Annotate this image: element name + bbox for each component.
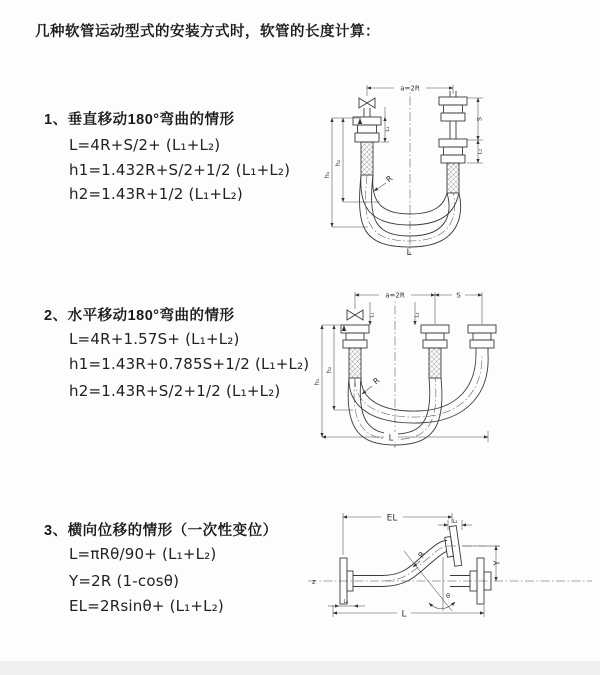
d2-top-dimension bbox=[355, 289, 482, 324]
dim-label-r: R bbox=[384, 173, 395, 185]
section-3-heading: 3、横向位移的情形（一次性变位） bbox=[44, 523, 278, 539]
section-1-formula-h1: h1=1.432R+S/2+1/2 (L₁+L₂) bbox=[69, 161, 291, 179]
centerline-symbol: z bbox=[312, 578, 316, 586]
dim-label-h2: h₂ bbox=[325, 366, 333, 374]
d2-left-fitting bbox=[341, 325, 369, 378]
dim-label-y: Y bbox=[492, 560, 502, 566]
diagram-lateral-displacement bbox=[300, 503, 598, 627]
section-3-formula-EL: EL=2Rsinθ+ (L₁+L₂) bbox=[69, 597, 224, 615]
d3-l2-dimension bbox=[438, 519, 472, 530]
dim-label-l1: L₁ bbox=[369, 312, 376, 318]
dim-label-l: L bbox=[401, 609, 407, 620]
section-3-formula-Y: Y=2R (1-cosθ) bbox=[69, 572, 180, 590]
dim-label-r: R bbox=[416, 550, 428, 560]
d3-l1-dimension bbox=[328, 599, 365, 606]
d3-length-dimension bbox=[333, 605, 484, 620]
section-1-heading: 1、垂直移动180°弯曲的情形 bbox=[44, 112, 235, 128]
dim-label-h1: h₁ bbox=[313, 378, 321, 386]
dim-label-s: S bbox=[456, 291, 461, 300]
dim-label-l: L bbox=[388, 433, 394, 444]
dim-label-theta: θ bbox=[446, 592, 450, 600]
d2-middle-fitting bbox=[421, 325, 449, 378]
dim-label-el: EL bbox=[386, 513, 398, 524]
valve-icon bbox=[347, 310, 363, 320]
section-3-formula-L: L=πRθ/90+ (L₁+L₂) bbox=[69, 545, 217, 563]
d2-right-fitting bbox=[468, 325, 496, 354]
d3-centerlines bbox=[308, 546, 592, 586]
page-edge bbox=[0, 661, 600, 675]
section-1-formula-h2: h2=1.43R+1/2 (L₁+L₂) bbox=[69, 185, 243, 203]
diagram-horizontal-move-180-bend bbox=[308, 282, 600, 452]
section-1-formula-L: L=4R+S/2+ (L₁+L₂) bbox=[69, 136, 221, 154]
d3-hose-s-curve bbox=[382, 541, 447, 587]
section-2-heading: 2、水平移动180°弯曲的情形 bbox=[44, 308, 235, 324]
dim-label-h1: h₁ bbox=[323, 171, 331, 179]
d1-right-fitting bbox=[439, 91, 467, 193]
valve-icon bbox=[359, 98, 375, 108]
dim-label-span: a=2R bbox=[400, 84, 420, 93]
dim-label-r: R bbox=[371, 375, 382, 387]
d2-radius-label bbox=[362, 376, 382, 394]
d3-upper-flange bbox=[443, 526, 461, 567]
dim-label-l: L bbox=[406, 248, 412, 258]
diagram-vertical-move-180-bend bbox=[310, 75, 600, 260]
section-2-formula-h2: h2=1.43R+S/2+1/2 (L₁+L₂) bbox=[69, 382, 281, 400]
dim-label-span: a=2R bbox=[385, 291, 405, 300]
d1-l1-dimension bbox=[381, 107, 391, 142]
dim-label-h2: h₂ bbox=[334, 159, 342, 167]
section-2-formula-h1: h1=1.43R+0.785S+1/2 (L₁+L₂) bbox=[69, 355, 310, 373]
dim-label-l2: L₂ bbox=[477, 148, 484, 155]
d1-s-dimension bbox=[467, 98, 484, 163]
d1-radius-label bbox=[374, 174, 395, 191]
d2-hose-curves bbox=[348, 354, 488, 445]
dim-label-l1: L₁ bbox=[385, 126, 391, 132]
dim-label-l2: L₂ bbox=[414, 312, 421, 318]
d2-height-dimensions bbox=[313, 325, 353, 437]
section-2-formula-L: L=4R+1.57S+ (L₁+L₂) bbox=[69, 330, 240, 348]
dim-label-l2: L₂ bbox=[452, 519, 458, 525]
page-title: 几种软管运动型式的安装方式时，软管的长度计算： bbox=[35, 24, 380, 40]
d3-el-dimension bbox=[343, 510, 452, 555]
dim-label-s: S bbox=[475, 116, 484, 122]
dim-label-l1: L₁ bbox=[343, 599, 349, 605]
